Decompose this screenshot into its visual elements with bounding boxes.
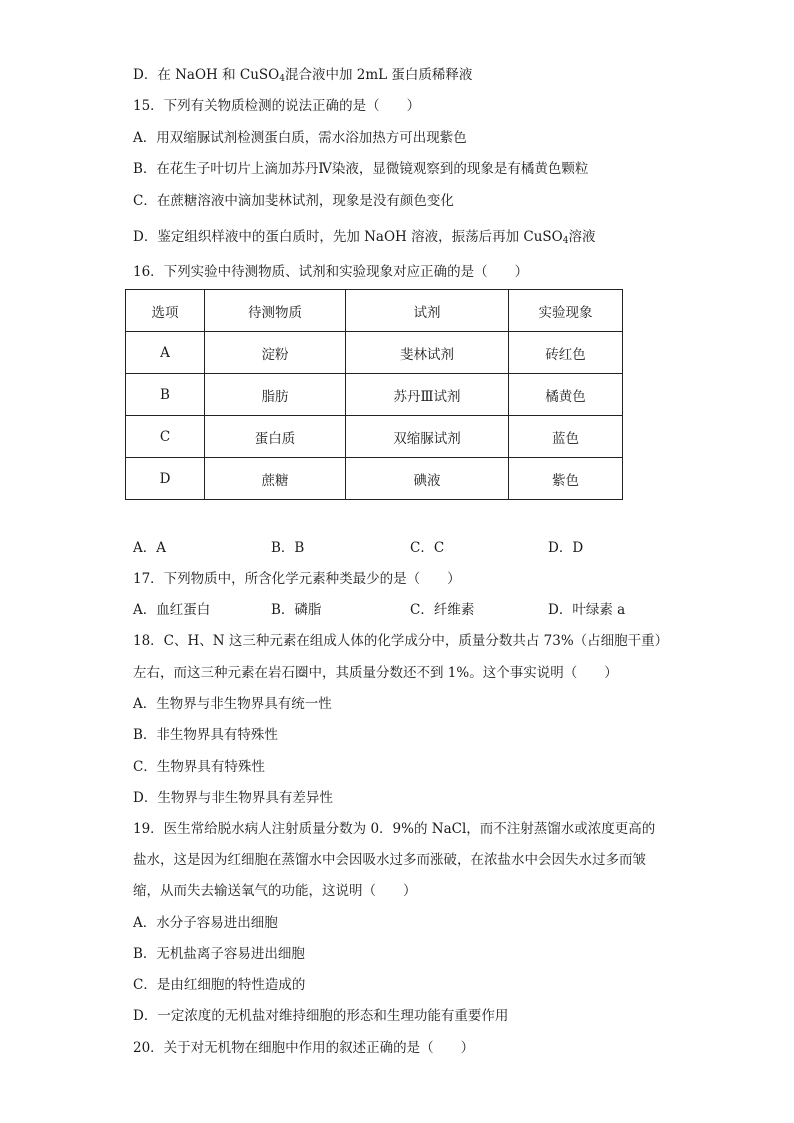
table-cell: 紫色 (509, 458, 623, 500)
q16-table (125, 289, 623, 500)
header-cell: 待测物质 (205, 290, 346, 332)
table-header-row (126, 290, 623, 332)
table-cell: 蓝色 (509, 416, 623, 458)
q15-option-d (133, 228, 595, 250)
q17-stem: 17．下列物质中，所含化学元素种类最少的是（ ） (133, 571, 461, 587)
table-cell: D (126, 458, 205, 500)
q15-option-d-subscript: 4 (562, 236, 569, 246)
q17-option-d: D．叶绿素 a (548, 602, 626, 618)
q19-stem-line1: 19．医生常给脱水病人注射质量分数为 0．9%的 NaCl，而不注射蒸馏水或浓度更高的 (133, 821, 656, 837)
header-cell: 试剂 (346, 290, 509, 332)
q17-option-b: B．磷脂 (271, 602, 322, 618)
q19-stem-line3: 缩，从而失去输送氧气的功能，这说明（ ） (133, 883, 417, 899)
q18-stem-line2: 左右，而这三种元素在岩石圈中，其质量分数还不到 1%。这个事实说明（ ） (133, 665, 618, 681)
q14-option-d-text: D．在 NaOH 和 CuSO (133, 67, 280, 83)
q19-option-b: B．无机盐离子容易进出细胞 (133, 946, 305, 962)
table-cell: 双缩脲试剂 (346, 416, 509, 458)
q15-option-c: C．在蔗糖溶液中滴加斐林试剂，现象是没有颜色变化 (133, 193, 454, 209)
table-cell: 蔗糖 (205, 458, 346, 500)
q15-option-b: B．在花生子叶切片上滴加苏丹Ⅳ染液，显微镜观察到的现象是有橘黄色颗粒 (133, 161, 589, 177)
table-cell: 碘液 (346, 458, 509, 500)
q15-option-d-text-end: 溶液 (568, 229, 596, 245)
q18-option-a: A．生物界与非生物界具有统一性 (133, 696, 332, 712)
q17-option-c: C．纤维素 (410, 602, 475, 618)
q16-option-a: A．A (133, 540, 166, 556)
table-cell: B (126, 374, 205, 416)
q18-option-b: B．非生物界具有特殊性 (133, 727, 278, 743)
table-cell: 脂肪 (205, 374, 346, 416)
table-row (126, 374, 623, 416)
table-cell: A (126, 332, 205, 374)
q16-option-b: B．B (271, 540, 305, 556)
table-cell: 淀粉 (205, 332, 346, 374)
q18-option-c: C．生物界具有特殊性 (133, 759, 265, 775)
q19-stem-line2: 盐水，这是因为红细胞在蒸馏水中会因吸水过多而涨破，在浓盐水中会因失水过多而皱 (133, 852, 646, 868)
q19-option-a: A．水分子容易进出细胞 (133, 915, 278, 931)
header-cell: 实验现象 (509, 290, 623, 332)
q15-option-a: A．用双缩脲试剂检测蛋白质，需水浴加热方可出现紫色 (133, 130, 467, 146)
table-cell: 苏丹Ⅲ试剂 (346, 374, 509, 416)
q16-stem: 16．下列实验中待测物质、试剂和实验现象对应正确的是（ ） (133, 264, 529, 280)
table-cell: C (126, 416, 205, 458)
table-row (126, 332, 623, 374)
q14-option-d-text-end: 混合液中加 2mL 蛋白质稀释液 (284, 67, 473, 83)
q15-stem: 15．下列有关物质检测的说法正确的是（ ） (133, 98, 421, 114)
q20-stem: 20．关于对无机物在细胞中作用的叙述正确的是（ ） (133, 1040, 475, 1056)
q14-option-d (133, 66, 472, 88)
q19-option-d: D．一定浓度的无机盐对维持细胞的形态和生理功能有重要作用 (133, 1008, 509, 1024)
table-cell: 斐林试剂 (346, 332, 509, 374)
header-cell: 选项 (126, 290, 205, 332)
q15-option-d-text: D．鉴定组织样液中的蛋白质时，先加 NaOH 溶液，振荡后再加 CuSO (133, 229, 563, 245)
table-cell: 橘黄色 (509, 374, 623, 416)
q16-option-d: D．D (548, 540, 584, 556)
table-row (126, 416, 623, 458)
q18-option-d: D．生物界与非生物界具有差异性 (133, 790, 333, 806)
q19-option-c: C．是由红细胞的特性造成的 (133, 977, 306, 993)
q14-option-d-subscript: 4 (279, 74, 285, 84)
table-cell: 蛋白质 (205, 416, 346, 458)
q17-option-a: A．血红蛋白 (133, 602, 211, 618)
q16-option-c: C．C (410, 540, 445, 556)
table-cell: 砖红色 (509, 332, 623, 374)
table-row (126, 458, 623, 500)
q18-stem-line1: 18．C、H、N 这三种元素在组成人体的化学成分中，质量分数共占 73%（占细胞干重） (133, 633, 669, 649)
